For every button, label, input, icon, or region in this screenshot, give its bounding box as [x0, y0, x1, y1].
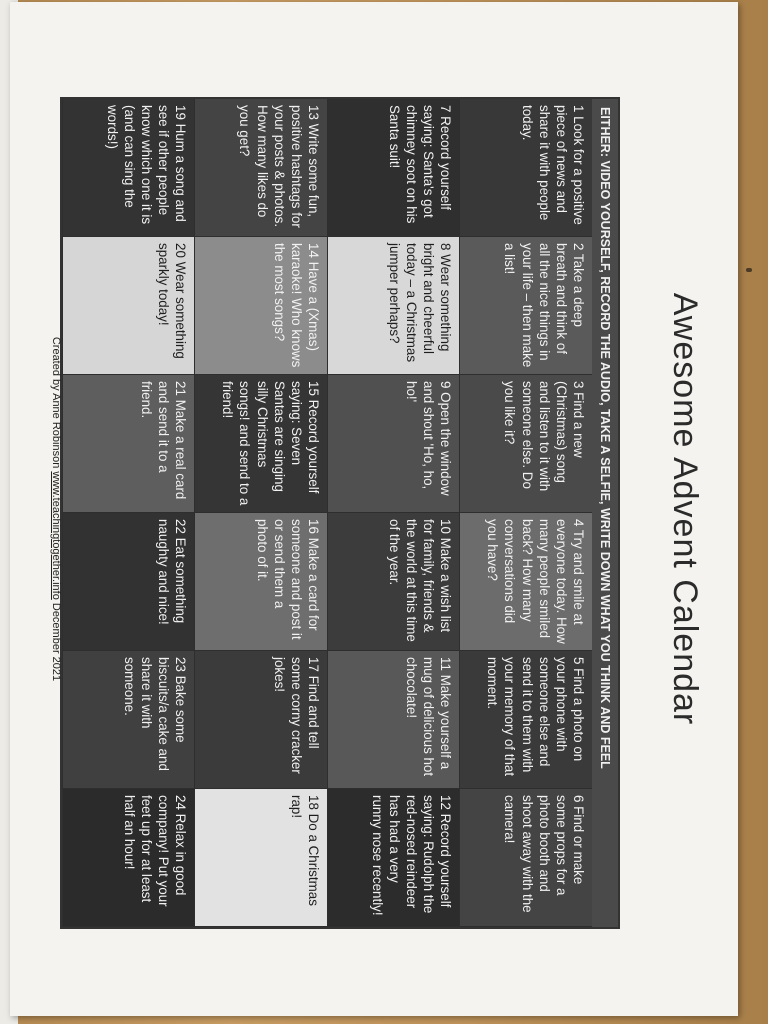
- calendar-day-19: 19 Hum a song and see if other people know which one it is (and can sing the words!): [62, 99, 195, 237]
- calendar-instructions: EITHER: VIDEO YOURSELF, RECORD THE AUDIO, TAKE A SELFIE, WRITE DOWN WHAT YOU THINK AND FEEL: [592, 99, 618, 927]
- calendar-day-16: 16 Make a card for someone and post it or send them a photo of it.: [195, 513, 328, 651]
- calendar-day-5: 5 Find a photo on your phone with someone else and send it to them with your memory of that moment.: [460, 651, 593, 789]
- page-title: Awesome Advent Calendar: [666, 292, 704, 726]
- calendar-day-24: 24 Relax in good company! Put your feet up for at least half an hour!: [62, 789, 195, 927]
- calendar-day-18: 18 Do a Christmas rap!: [195, 789, 328, 927]
- credits-link[interactable]: www.teachingtogether.info: [50, 471, 62, 600]
- credits-footer: [50, 79, 62, 939]
- calendar-day-15: 15 Record yourself saying: Seven Santas are singing silly Christmas songs! and send to a friend!: [195, 375, 328, 513]
- calendar-day-6: 6 Find or make some props for a photo booth and shoot away with the camera!: [460, 789, 593, 927]
- calendar-day-14: 14 Have a (Xmas) karaoke! Who knows the most songs?: [195, 237, 328, 375]
- calendar-sheet: [10, 2, 738, 1016]
- calendar-day-4: 4 Try and smile at everyone today. How many people smiled back? How many conversations did you have?: [460, 513, 593, 651]
- advent-calendar-table: [60, 97, 620, 929]
- calendar-day-22: 22 Eat something naughty and nice!: [62, 513, 195, 651]
- calendar-day-3: 3 Find a new (Christmas) song and listen to it with someone else. Do you like it?: [460, 375, 593, 513]
- calendar-day-17: 17 Find and tell some corny cracker jokes!: [195, 651, 328, 789]
- calendar-day-11: 11 Make yourself a mug of delicious hot chocolate!: [327, 651, 460, 789]
- calendar-grid: [62, 99, 592, 927]
- calendar-day-2: 2 Take a deep breath and think of all the nice things in your life – then make a list!: [460, 237, 593, 375]
- table-mark: [746, 268, 752, 272]
- calendar-day-10: 10 Make a wish list for family, friends & the world at this time of the year.: [327, 513, 460, 651]
- calendar-day-9: 9 Open the window and shout 'Ho, ho, ho!': [327, 375, 460, 513]
- calendar-day-23: 23 Bake some biscuits/a cake and share it with someone.: [62, 651, 195, 789]
- calendar-day-12: 12 Record yourself saying: Rudolph the red-nosed reindeer has had a very runny nose recently!: [327, 789, 460, 927]
- calendar-day-1: 1 Look for a positive piece of news and share it with people today.: [460, 99, 593, 237]
- calendar-day-8: 8 Wear something bright and cheerful today – a Christmas jumper perhaps?: [327, 237, 460, 375]
- credits-author: Created by Anne Robinson: [50, 336, 62, 469]
- calendar-day-7: 7 Record yourself saying: Santa's got chimney soot on his Santa suit!: [327, 99, 460, 237]
- calendar-day-21: 21 Make a real card and send it to a friend.: [62, 375, 195, 513]
- calendar-day-20: 20 Wear something sparkly today!: [62, 237, 195, 375]
- rotated-page: [34, 79, 714, 939]
- credits-date: December 2021: [50, 602, 62, 682]
- calendar-day-13: 13 Write some fun, positive hashtags for your posts & photos. How many likes do you get?: [195, 99, 328, 237]
